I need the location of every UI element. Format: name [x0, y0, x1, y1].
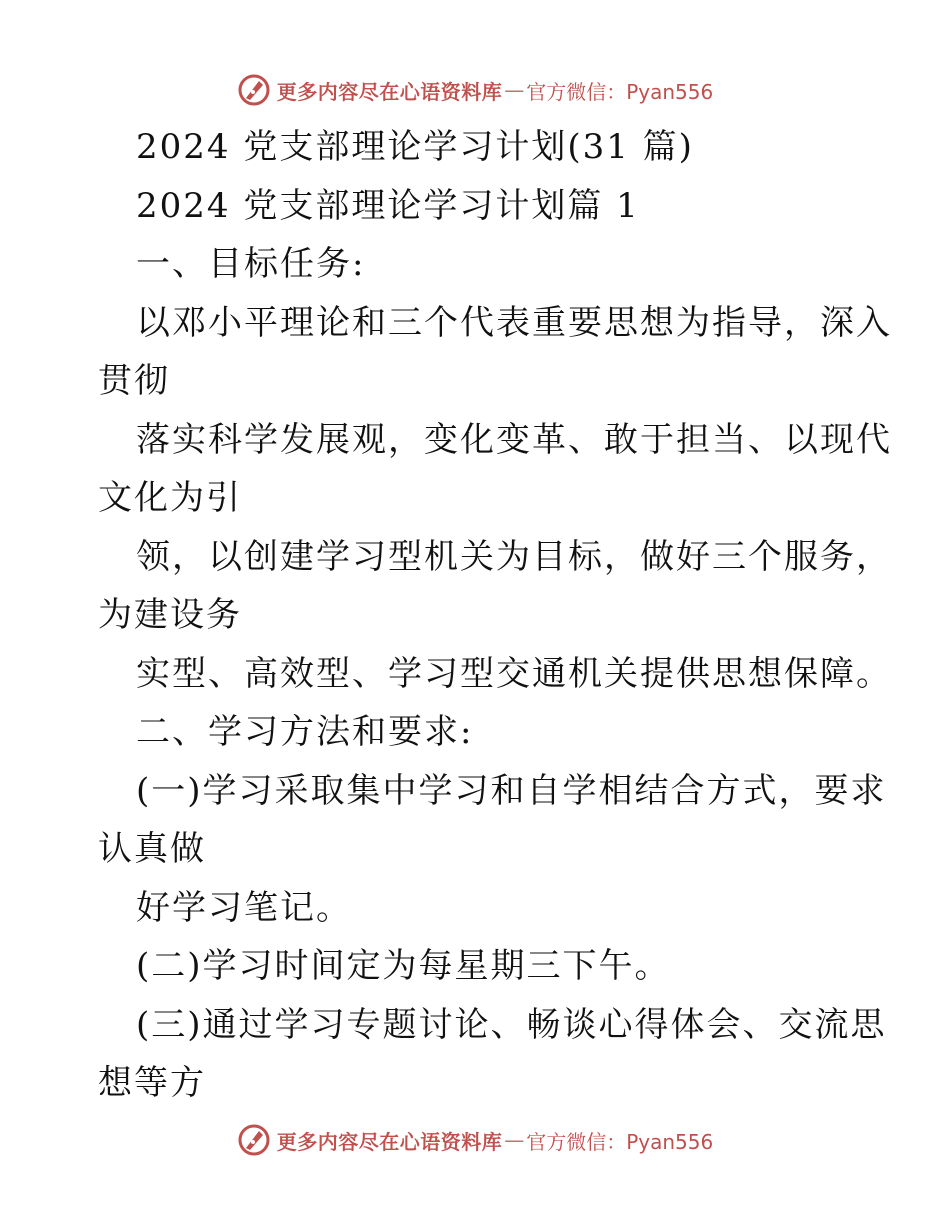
document-body — [98, 118, 892, 1113]
section-heading: 二、学习方法和要求: — [136, 712, 474, 752]
paragraph-line: 文化为引 — [98, 478, 242, 518]
watermark-brand: 更多内容尽在心语资料库 — [276, 79, 503, 104]
paragraph-line: 为建设务 — [98, 595, 242, 635]
paragraph-line: 贯彻 — [98, 361, 170, 401]
paragraph-line: 领，以创建学习型机关为目标，做好三个服务， — [136, 536, 892, 577]
paragraph-line: (二)学习时间定为每星期三下午。 — [136, 946, 671, 986]
watermark-wechat: 官方微信：Pyan556 — [526, 1129, 714, 1154]
doc-subtitle: 2024 党支部理论学习计划篇 1 — [136, 185, 640, 226]
section-heading: 一、目标任务: — [136, 244, 366, 284]
paragraph-line: (三)通过学习专题讨论、畅谈心得体会、交流思 — [136, 1004, 887, 1045]
watermark-separator: — — [504, 1128, 525, 1152]
paragraph-line: 好学习笔记。 — [136, 887, 352, 928]
doc-title: 2024 党支部理论学习计划(31 篇) — [136, 127, 694, 167]
paragraph-line: 认真做 — [98, 829, 206, 869]
paragraph-line: 想等方 — [98, 1063, 206, 1103]
watermark-wechat: 官方微信：Pyan556 — [526, 79, 714, 104]
paragraph-line: 实型、高效型、学习型交通机关提供思想保障。 — [136, 653, 892, 694]
pen-nib-circle-icon — [237, 1123, 271, 1157]
footer-watermark — [0, 1120, 950, 1160]
watermark-separator: — — [504, 78, 525, 102]
paragraph-line: (一)学习采取集中学习和自学相结合方式，要求 — [136, 770, 887, 811]
paragraph-line: 以邓小平理论和三个代表重要思想为指导，深入 — [136, 302, 892, 343]
paragraph-line: 落实科学发展观，变化变革、敢于担当、以现代 — [136, 419, 892, 460]
watermark-brand: 更多内容尽在心语资料库 — [276, 1129, 503, 1154]
pen-nib-circle-icon — [237, 73, 271, 107]
header-watermark — [0, 70, 950, 110]
